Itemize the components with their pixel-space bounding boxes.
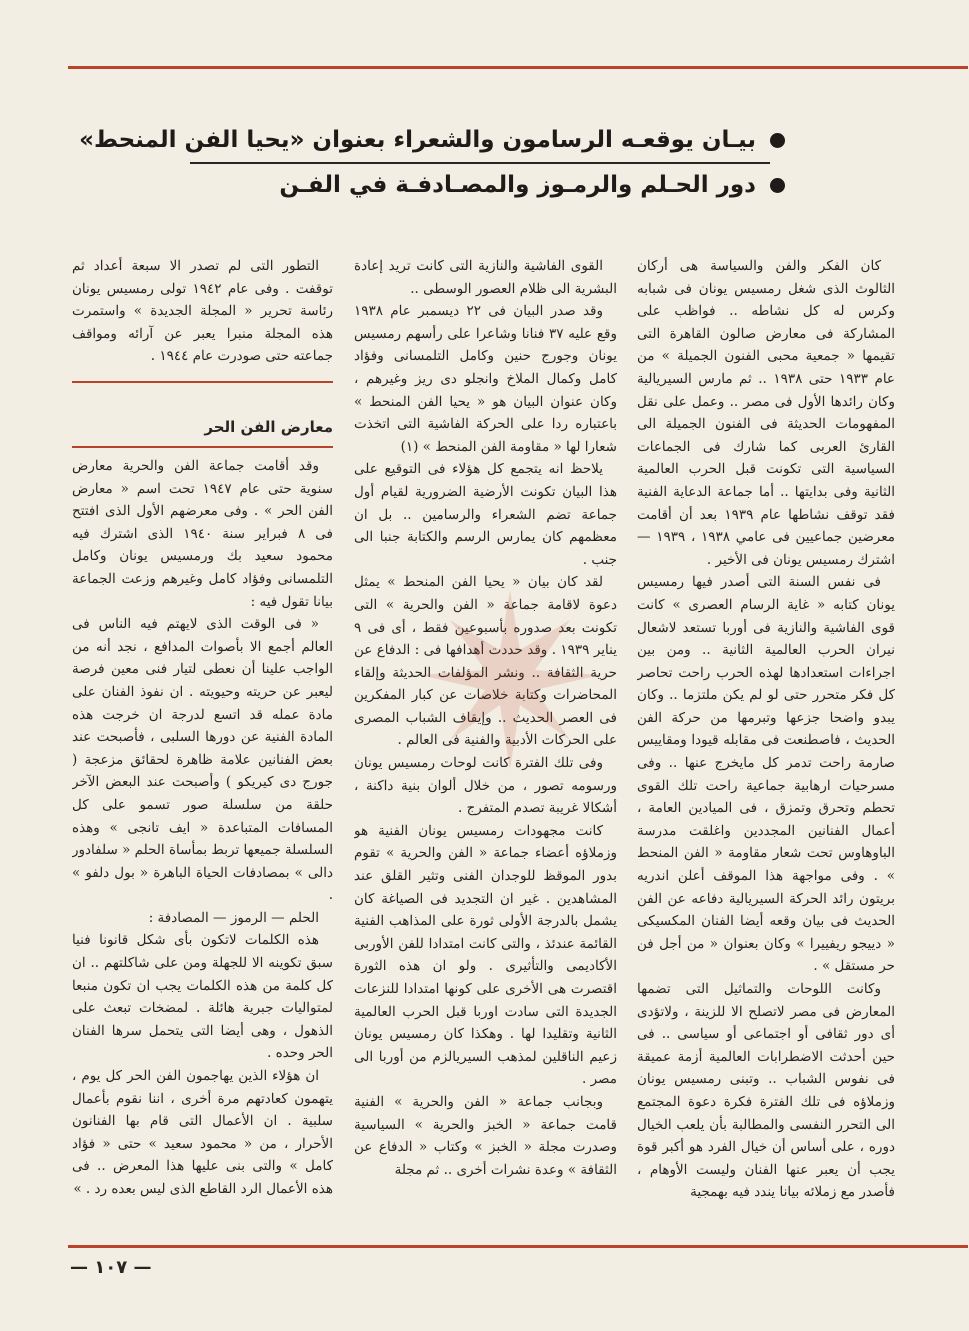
headline-divider [190, 162, 770, 164]
paragraph: كانت مجهودات رمسيس يونان الفنية هو وزملاؤه أعضاء جماعة « الفن والحرية » تقوم بدور الموقظ للوجدان الفنى وتثير القلق عند المشاهدين . غير ان التجديد فى الصياغة كان يشمل بالدرجة الأولى ثورة على المذاهب الفنية القائمة عندئذ ، والتى كانت امتدادا للفن الأوربى الأكاديمى والتأثيرى . ولو ان هذه الثورة اقتصرت هى الأخرى على كونها امتدادا للنزعات الجديدة التى سادت اوربا قبل الحرب العالمية الثانية وتقليدا لها . وهكذا كان رمسيس يونان زعيم الناقلين لمذهب السيريالزم من أوربا الى مصر . [354, 822, 617, 1088]
paragraph: يلاحظ انه يتجمع كل هؤلاء فى التوقيع على هذا البيان تكونت الأرضية الضرورية لقيام أول جماعة تضم الشعراء والرسامين .. بل ان معظمهم كان يمارس الرسم والكتابة جنبا الى جنب . [354, 461, 617, 568]
bullet-icon [770, 178, 785, 193]
paragraph: وقد صدر البيان فى ٢٢ ديسمبر عام ١٩٣٨ وقع عليه ٣٧ فنانا وشاعرا على رأسهم رمسيس يونان وجورج حنين وكامل التلمسانى وفؤاد كامل وكمال الملاخ وانجلو دى ريز وغيرهم ، وكان عنوان البيان هو « يحيا الفن المنحط » باعتباره ردا على الحركة الفاشية التى اتخذت شعارا لها « مقاومة الفن المنحط » (١) [354, 303, 617, 455]
headline-dreams-text: دور الحـلم والرمـوز والمصـادفـة في الفـن [279, 172, 756, 198]
paragraph: الحلم — الرموز — المصادفة : [148, 909, 319, 926]
paragraph: وفى تلك الفترة كانت لوحات رمسيس يونان ورسومه تصور ، من خلال ألوان بنية داكنة ، أشكالا غريبة تصدم المتفرج . [354, 755, 617, 817]
paragraph: فى نفس السنة التى أصدر فيها رمسيس يونان كتابه « غاية الرسام العصرى » كانت قوى الفاشية والنازية فى أوربا تستعد لاشعال نيران الحرب العالمية الثانية .. ومن بين اجراءات استعدادها لهذه الحرب راحت تحاصر كل فكر متحرر حتى لو لم يكن ملتزما .. وكان يبدو واضحا جزعها وتبرمها من حركة الفن الحديث ، فاصطنعت فى مقابله قيودا ومقاييس صارمة راحت تدمر كل مايخرج عنها .. وفى مسرحيات ارهابية جماعية راحت تلك القوى تحطم وتحرق وتمزق ، فى الميادين العامة ، أعمال الفنانين المجددين واغلقت مدرسة الباوهاوس تحت شعار مقاومة « الفن المنحط » . وفى مواجهة هذا الموقف أعلن اندريه بريتون رائد الحركة السيريالية دفاعه عن الفن الحديث فى بيان وقعه أيضا الفنان المكسيكى « دييجو ريفييرا » وكان بعنوان « من أجل فن حر مستقل » . [637, 574, 895, 975]
paragraph: وقد أقامت جماعة الفن والحرية معارض سنوية حتى عام ١٩٤٧ تحت اسم « معارض الفن الحر » . وفى معرضهم الأول الذى افتتح فى ٨ فبراير سنة ١٩٤٠ الذى اشترك فيه محمود سعيد بك ورمسيس يونان وكامل التلمسانى وفؤاد كامل وغيرهم وزعت الجماعة بيانا تقول فيه : [72, 458, 333, 610]
page-number: — ١٠٧ — [70, 1257, 152, 1278]
section-rule-top [72, 381, 333, 383]
article-column-middle [354, 255, 617, 1235]
bottom-rule [68, 1245, 968, 1248]
bullet-icon [770, 133, 785, 148]
headline-dreams [279, 172, 785, 198]
paragraph: وبجانب جماعة « الفن والحرية » الفنية قامت جماعة « الخبز والحرية » السياسية وصدرت مجلة « الخبز » وكتاب « الدفاع عن الثقافة » وعدة نشرات أخرى .. ثم مجلة [354, 1093, 617, 1178]
paragraph: القوى الفاشية والنازية التى كانت تريد إعادة البشرية الى ظلام العصور الوسطى .. [354, 258, 617, 297]
paragraph: لقد كان بيان « يحيا الفن المنحط » يمثل دعوة لاقامة جماعة « الفن والحرية » التى تكونت بعد صدوره بأسبوعين فقط ، أى فى ٩ يناير ١٩٣٩ . وقد حددت أهدافها فى : الدفاع عن حرية الثقافة .. ونشر المؤلفات الحديثة وإلقاء المحاضرات وكتابة خلاصات عن كبار المفكرين فى العصر الحديث .. وإيقاف الشباب المصرى على الحركات الأدبية والفنية فى العالم . [354, 574, 617, 749]
headline-manifesto [79, 127, 785, 153]
paragraph: التطور التى لم تصدر الا سبعة أعداد ثم توقفت . وفى عام ١٩٤٢ تولى رمسيس يونان رئاسة تحرير « المجلة الجديدة » واستمرت هذه المجلة منبرا يعبر عن آرائه ومواقف جماعته حتى صودرت عام ١٩٤٤ . [72, 258, 333, 365]
article-column-left [72, 455, 333, 1235]
paragraph: ان هؤلاء الذين يهاجمون الفن الحر كل يوم ، يتهمون كعادتهم مرة أخرى ، اننا نقوم بأعمال سلبية . ان الأعمال التى قام بها الفنانون الأحرار ، من « محمود سعيد » حتى « فؤاد كامل » والتى بنى عليها هذا المعرض .. فى هذه الأعمال الرد القاطع الذى ليس بعده رد . » [72, 1068, 333, 1197]
paragraph: كان الفكر والفن والسياسة هى أركان الثالوث الذى شغل رمسيس يونان فى شبابه وكرس له كل نشاطه .. فواظب على المشاركة فى معارض صالون القاهرة التى تقيمها « جمعية محبى الفنون الجميلة » من عام ١٩٣٣ حتى ١٩٣٨ .. ثم مارس السيريالية وكان رائدها الأول فى مصر .. وعمل على نقل المفهومات الحديثة فى الفنون الجميلة الى القارئ العربى كما شارك فى الجماعات السياسية التى تكونت قبل الحرب العالمية الثانية وفى بدايتها .. أما جماعة الدعاية الفنية فقد توقف نشاطها عام ١٩٣٩ بعد أن أقامت معرضين جماعيين فى عامي ١٩٣٨ ، ١٩٣٩ — اشترك رمسيس يونان فى الأخير . [637, 258, 895, 568]
paragraph: هذه الكلمات لاتكون بأى شكل قانونا فنيا سبق تكوينه الا للجهلة ومن على شاكلتهم .. ان كل كلمة من هذه الكلمات يجب ان تكون منبعا لمتواليات جبرية هائلة . لمضخات تبعث على الذهول ، وهى أيضا التى يتحمل سرها الفنان الحر وحده . [72, 932, 333, 1062]
section-rule-bottom [72, 446, 333, 448]
article-column-right [637, 255, 895, 1235]
headline-manifesto-text: بيـان يوقعـه الرسامون والشعراء بعنوان «يحيا الفن المنحط» [79, 127, 756, 153]
section-title: معارض الفن الحر [204, 418, 333, 436]
paragraph: وكانت اللوحات والتماثيل التى تضمها المعارض فى مصر لاتصلح الا للزينة ، ولاتؤدى أى دور ثقافى أو اجتماعى أو سياسى .. فى حين أحدثت الاضطرابات العالمية أزمة عميقة فى نفوس الشباب .. وتبنى رمسيس يونان وزملاؤه فى تلك الفترة فكرة دعوة المجتمع الى التحرر النفسى والمطالبة بأن يلعب الخيال دوره ، على أساس أن خيال الفرد هو أكبر قوة يجب أن يعبر عنها الفنان وليست الأوهام ، فأصدر مع زملائه بيانا يندد فيه بهمجية [637, 981, 895, 1201]
top-rule [68, 66, 968, 69]
paragraph: « فى الوقت الذى لايهتم فيه الناس فى العالم أجمع الا بأصوات المدافع ، نجد أنه من الواجب علينا أن نعطى لتيار فنى معين فرصة ليعبر عن حريته وحيويته . ان نفوذ الفنان على مادة عمله قد اتسع لدرجة ان خرجت هذه المادة الفنية عن دورها السلبى ، فأصبحت عند بعض الفنانين علامة ظاهرة لحقائق مزعجة ( جورج دى كيريكو ) وأصبحت عند البعض الآخر حلقة من سلسلة صور تسمو على كل المسافات المتباعدة « ايف تانجى » وهذه السلسلة جميعها تربط بمأساة الحلم « سلفادور دالى » بمصادفات الحياة الباهرة « بول دلفو » . [72, 616, 333, 904]
